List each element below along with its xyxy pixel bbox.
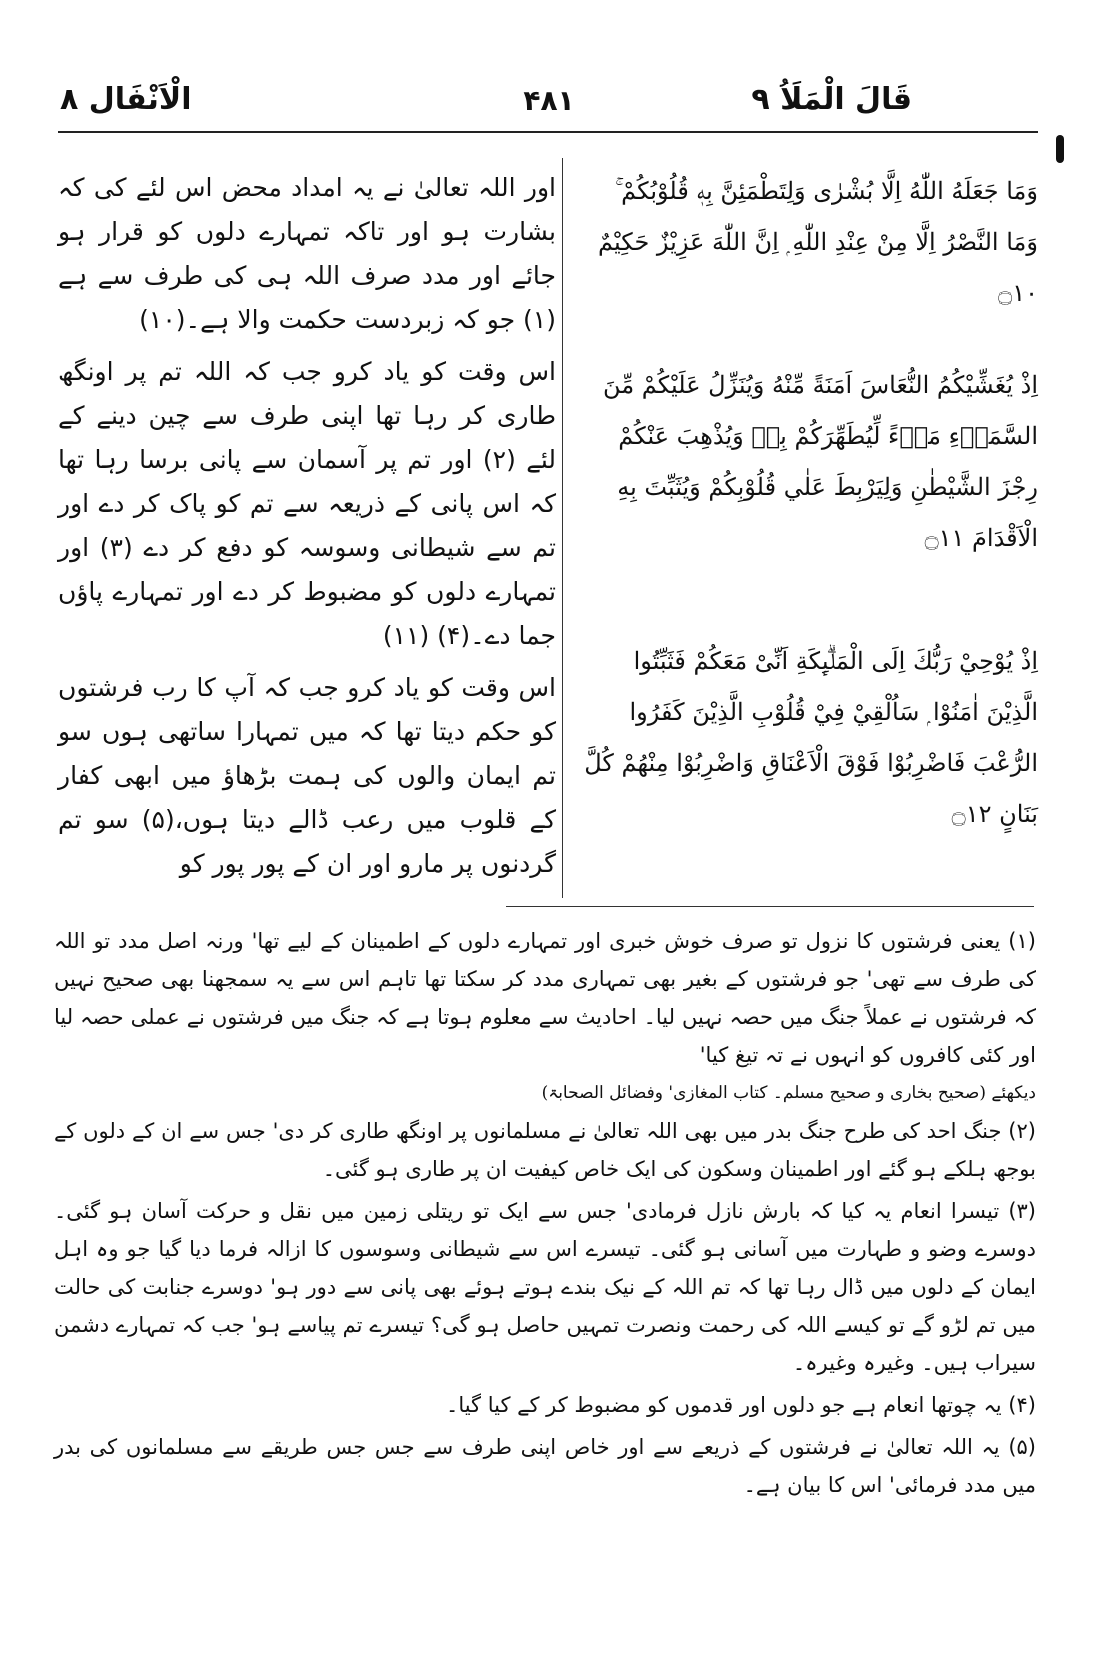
footnote-1: (۱) یعنی فرشتوں کا نزول تو صرف خوش خبری اور تمہارے دلوں کے اطمینان کے لیے تھا' ورنہ اصل مدد تو اللہ کی طرف سے تھی' جو فرشتوں کے بغیر بھی تمہاری مدد کر سکتا تھا تاہم اس سے یہ سمجھنا بھی صحیح نہیں کہ فرشتوں نے عملاً جنگ میں حصہ نہیں لیا۔ احادیث سے معلوم ہوتا ہے کہ جنگ میں فرشتوں نے عملی حصہ لیا اور کئی کافروں کو انہوں نے تہ تیغ کیا' xyxy=(54,929,1036,1067)
footnotes xyxy=(54,922,1036,1508)
ayah-12: اِذْ يُوْحِيْ رَبُّكَ اِلَى الْمَلٰۗىِٕكَةِ اَنِّىْ مَعَكُمْ فَثَبِّتُوا الَّذِيْنَ اٰمَنُوْا ۭ سَاُلْقِيْ فِيْ قُلُوْبِ الَّذِيْنَ كَفَرُوا الرُّعْبَ فَاضْرِبُوْا فَوْقَ الْاَعْنَاقِ وَاضْرِبُوْا مِنْهُمْ كُلَّ بَنَانٍ ۝۱۲ xyxy=(584,647,1038,828)
translation-ayah-10: اور اللہ تعالیٰ نے یہ امداد محض اس لئے کی کہ بشارت ہو اور تاکہ تمہارے دلوں کو قرار ہو جائے اور مدد صرف اللہ ہی کی طرف سے ہے (۱) جو کہ زبردست حکمت والا ہے۔(۱۰) xyxy=(58,173,556,334)
juz-title: قَالَ الْمَلَاُ ۹ xyxy=(751,82,912,117)
arabic-text-column xyxy=(584,166,1038,840)
page-header xyxy=(0,82,1098,132)
ayah-11: اِذْ يُغَشِّيْكُمُ النُّعَاسَ اَمَنَةً مِّنْهُ وَيُنَزِّلُ عَلَيْكُمْ مِّنَ السَّمَاۗءِ مَاۗءً لِّيُطَهِّرَكُمْ بِهٖ وَيُذْهِبَ عَنْكُمْ رِجْزَ الشَّيْطٰنِ وَلِيَرْبِطَ عَلٰي قُلُوْبِكُمْ وَيُثَبِّتَ بِهِ الْاَقْدَامَ ۝۱۱ xyxy=(603,371,1038,552)
footnote-5: (۵) یہ اللہ تعالیٰ نے فرشتوں کے ذریعے سے اور خاص اپنی طرف سے جس جس طریقے سے مسلمانوں کی بدر میں مدد فرمائی' اس کا بیان ہے۔ xyxy=(54,1435,1036,1497)
ayah-10: وَمَا جَعَلَهُ اللّٰهُ اِلَّا بُشْرٰى وَلِتَطْمَئِنَّ بِهٖ قُلُوْبُكُمْ ۚ وَمَا النَّصْرُ اِلَّا مِنْ عِنْدِ اللّٰهِ ۭ اِنَّ اللّٰهَ عَزِيْزٌ حَكِيْمٌ ۝۱۰ xyxy=(597,177,1038,307)
footnote-reference: دیکھئے (صحیح بخاری و صحیح مسلم۔ کتاب المغازی' وفضائل الصحابۃ) xyxy=(541,1083,1036,1103)
translation-ayah-12: اس وقت کو یاد کرو جب کہ آپ کا رب فرشتوں کو حکم دیتا تھا کہ میں تمہارا ساتھی ہوں سو تم ایمان والوں کی ہمت بڑھاؤ میں ابھی کفار کے قلوب میں رعب ڈالے دیتا ہوں،(۵) سو تم گردنوں پر مارو اور ان کے پور پور کو xyxy=(58,673,556,878)
surah-title: الْاَنْفَال ۸ xyxy=(60,82,192,117)
footnote-2: (۲) جنگ احد کی طرح جنگ بدر میں بھی اللہ تعالیٰ نے مسلمانوں پر اونگھ طاری کر دی' جس سے ان کے دلوں کے بوجھ ہلکے ہو گئے اور اطمینان وسکون کی ایک خاص کیفیت ان پر طاری ہو گئی۔ xyxy=(54,1119,1036,1181)
footnote-rule xyxy=(506,906,1034,907)
translation-ayah-11: اس وقت کو یاد کرو جب کہ اللہ تم پر اونگھ طاری کر رہا تھا اپنی طرف سے چین دینے کے لئے (۲) اور تم پر آسمان سے پانی برسا رہا تھا کہ اس پانی کے ذریعہ سے تم کو پاک کر دے اور تم سے شیطانی وسوسہ کو دفع کر دے (۳) اور تمہارے دلوں کو مضبوط کر دے اور تمہارے پاؤں جما دے۔(۴) (۱۱) xyxy=(58,357,557,650)
footnote-4: (۴) یہ چوتھا انعام ہے جو دلوں اور قدموں کو مضبوط کر کے کیا گیا۔ xyxy=(446,1393,1036,1417)
header-rule xyxy=(58,131,1038,133)
page-number: ۴۸۱ xyxy=(523,84,575,117)
footnote-3: (۳) تیسرا انعام یہ کیا کہ بارش نازل فرمادی' جس سے ایک تو ریتلی زمین میں نقل و حرکت آسان ہو گئی۔ دوسرے وضو و طہارت میں آسانی ہو گئی۔ تیسرے اس سے شیطانی وسوسوں کا ازالہ فرما دیا گیا جو وہ اہل ایمان کے دلوں میں ڈال رہا تھا کہ تم اللہ کے نیک بندے ہوتے ہوئے بھی پانی سے دور ہو' دوسرے جنابت کی حالت میں تم لڑو گے تو کیسے اللہ کی رحمت ونصرت تمہیں حاصل ہو گی؟ تیسرے تم پیاسے ہو' جب کہ تمہارے دشمن سیراب ہیں۔ وغیرہ وغیرہ۔ xyxy=(54,1199,1036,1375)
margin-mark xyxy=(1056,135,1064,163)
column-divider xyxy=(562,158,563,898)
translation-column xyxy=(58,166,556,894)
